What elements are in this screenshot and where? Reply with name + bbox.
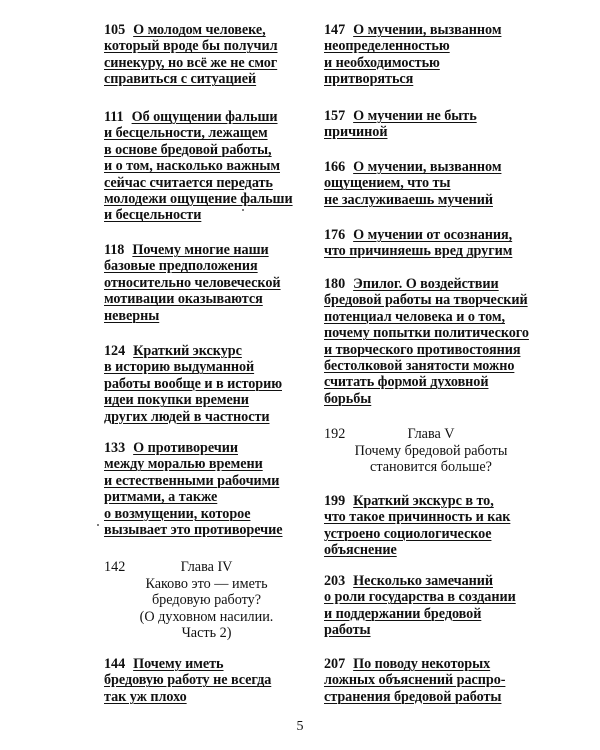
toc-entry[interactable] <box>104 22 309 88</box>
toc-entry[interactable] <box>324 573 538 639</box>
toc-entry[interactable] <box>324 493 538 559</box>
toc-page-number: 180 <box>324 276 346 292</box>
toc-page-number: 144 <box>104 656 126 672</box>
toc-entry-title: молодежи ощущение фальши <box>104 191 293 208</box>
toc-entry-title: причиной <box>324 124 388 141</box>
chapter-heading[interactable] <box>104 559 309 642</box>
toc-entry-title: ложных объяснений распро- <box>324 672 506 689</box>
chapter-page-number: 192 <box>324 426 346 442</box>
toc-entry-title: странения бредовой работы <box>324 688 502 705</box>
toc-entry-title: О противоречии <box>133 440 238 456</box>
toc-entry-title: Почему многие наши <box>132 242 269 258</box>
toc-entry-title: не заслуживаешь мучений <box>324 191 493 208</box>
toc-entry-title: и о том, насколько важным <box>104 158 280 175</box>
chapter-subtitle: (О духовном насилии. <box>139 608 274 625</box>
chapter-subtitle: Часть 2) <box>181 625 232 642</box>
chapter-page-number: 142 <box>104 559 126 575</box>
chapter-subtitle: бредовую работу? <box>151 592 262 609</box>
toc-entry-title: о роли государства в создании <box>324 589 516 606</box>
toc-entry[interactable] <box>324 22 538 88</box>
toc-entry-title: относительно человеческой <box>104 274 281 291</box>
toc-entry-title: Несколько замечаний <box>353 573 493 589</box>
toc-entry-title: Эпилог. О воздействии <box>353 276 499 292</box>
toc-entry-title: работы вообще и в историю <box>104 375 282 392</box>
toc-entry[interactable] <box>104 242 309 324</box>
toc-entry-title: Краткий экскурс в то, <box>353 493 494 509</box>
toc-page-number: 157 <box>324 108 346 124</box>
toc-entry-title: Почему иметь <box>133 656 224 672</box>
toc-entry-title: и поддержании бредовой <box>324 605 482 622</box>
toc-entry[interactable] <box>104 343 309 425</box>
toc-page-number: 111 <box>104 109 124 125</box>
toc-entry-title: ритмами, а также <box>104 489 218 506</box>
chapter-heading[interactable] <box>324 426 538 476</box>
toc-entry-title: и бесцельности, лежащем <box>104 125 268 142</box>
toc-page-number: 147 <box>324 22 346 38</box>
toc-entry-title: и бесцельности <box>104 207 202 224</box>
toc-entry-title: считать формой духовной <box>324 374 489 391</box>
toc-entry-title: О мучении, вызванном <box>353 159 502 175</box>
toc-entry[interactable] <box>104 656 309 705</box>
toc-page-number: 199 <box>324 493 346 509</box>
toc-entry-title: о возмущении, которое <box>104 505 251 522</box>
toc-entry-title: притворяться <box>324 71 414 88</box>
toc-entry-title: что такое причинность и как <box>324 509 511 526</box>
toc-page-number: 203 <box>324 573 346 589</box>
toc-entry-title: синекуру, но всё же не смог <box>104 54 278 71</box>
toc-entry[interactable] <box>324 108 538 141</box>
toc-entry-title: ощущением, что ты <box>324 175 451 192</box>
toc-entry-title: и необходимостью <box>324 54 440 71</box>
scan-speck <box>97 524 99 526</box>
toc-entry-title: неверны <box>104 307 160 324</box>
toc-entry-title: базовые предположения <box>104 258 258 275</box>
toc-page-number: 124 <box>104 343 126 359</box>
toc-entry-title: бредовую работу не всегда <box>104 672 272 689</box>
toc-entry-title: в основе бредовой работы, <box>104 141 272 158</box>
toc-entry[interactable] <box>104 440 309 538</box>
toc-entry-title: О мучении, вызванном <box>353 22 502 38</box>
toc-entry-title: О молодом человеке, <box>133 22 266 38</box>
toc-entry-title: идеи покупки времени <box>104 392 249 409</box>
toc-entry-title: и естественными рабочими <box>104 472 280 489</box>
toc-entry-title: мотивации оказываются <box>104 291 263 308</box>
toc-entry-title: работы <box>324 622 371 639</box>
toc-entry[interactable] <box>324 227 538 260</box>
page-number: 5 <box>296 719 304 734</box>
chapter-title: Глава V <box>407 426 455 442</box>
toc-entry-title: борьбы <box>324 390 372 407</box>
toc-page-number: 166 <box>324 159 346 175</box>
toc-page-number: 133 <box>104 440 126 456</box>
toc-entry[interactable] <box>324 656 538 705</box>
toc-entry-title: других людей в частности <box>104 408 270 425</box>
toc-page-number: 176 <box>324 227 346 243</box>
toc-entry-title: между моралью времени <box>104 456 263 473</box>
chapter-title: Глава IV <box>180 559 233 575</box>
toc-entry[interactable] <box>324 276 538 407</box>
toc-entry-title: справиться с ситуацией <box>104 71 257 88</box>
chapter-subtitle: Почему бредовой работы <box>354 442 508 459</box>
toc-entry-title: потенциал человека и о том, <box>324 308 505 325</box>
toc-entry-title: бестолковой занятости можно <box>324 358 515 375</box>
chapter-subtitle: становится больше? <box>370 459 492 476</box>
toc-entry-title: почему попытки политического <box>324 325 529 342</box>
toc-entry-title: так уж плохо <box>104 688 187 705</box>
toc-entry[interactable] <box>324 159 538 208</box>
toc-entry-title: бредовой работы на творческий <box>324 292 528 309</box>
toc-entry[interactable] <box>104 109 309 224</box>
toc-entry-title: который вроде бы получил <box>104 38 278 55</box>
toc-entry-title: и творческого противостояния <box>324 341 521 358</box>
toc-entry-title: По поводу некоторых <box>353 656 491 672</box>
toc-entry-title: что причиняешь вред другим <box>324 243 513 260</box>
toc-entry-title: в историю выдуманной <box>104 359 255 376</box>
toc-entry-title: Об ощущении фальши <box>131 109 278 125</box>
toc-entry-title: неопределенностью <box>324 38 450 55</box>
toc-entry-title: вызывает это противоречие <box>104 522 283 539</box>
toc-page-number: 118 <box>104 242 125 258</box>
toc-entry-title: сейчас считается передать <box>104 174 273 191</box>
scan-speck <box>242 209 244 211</box>
toc-entry-title: объяснение <box>324 542 397 559</box>
toc-page-number: 105 <box>104 22 126 38</box>
toc-page-number: 207 <box>324 656 346 672</box>
toc-entry-title: О мучении не быть <box>353 108 477 124</box>
toc-entry-title: устроено социологическое <box>324 525 492 542</box>
toc-entry-title: О мучении от осознания, <box>353 227 513 243</box>
toc-entry-title: Краткий экскурс <box>133 343 242 359</box>
chapter-subtitle: Каково это — иметь <box>145 575 268 592</box>
